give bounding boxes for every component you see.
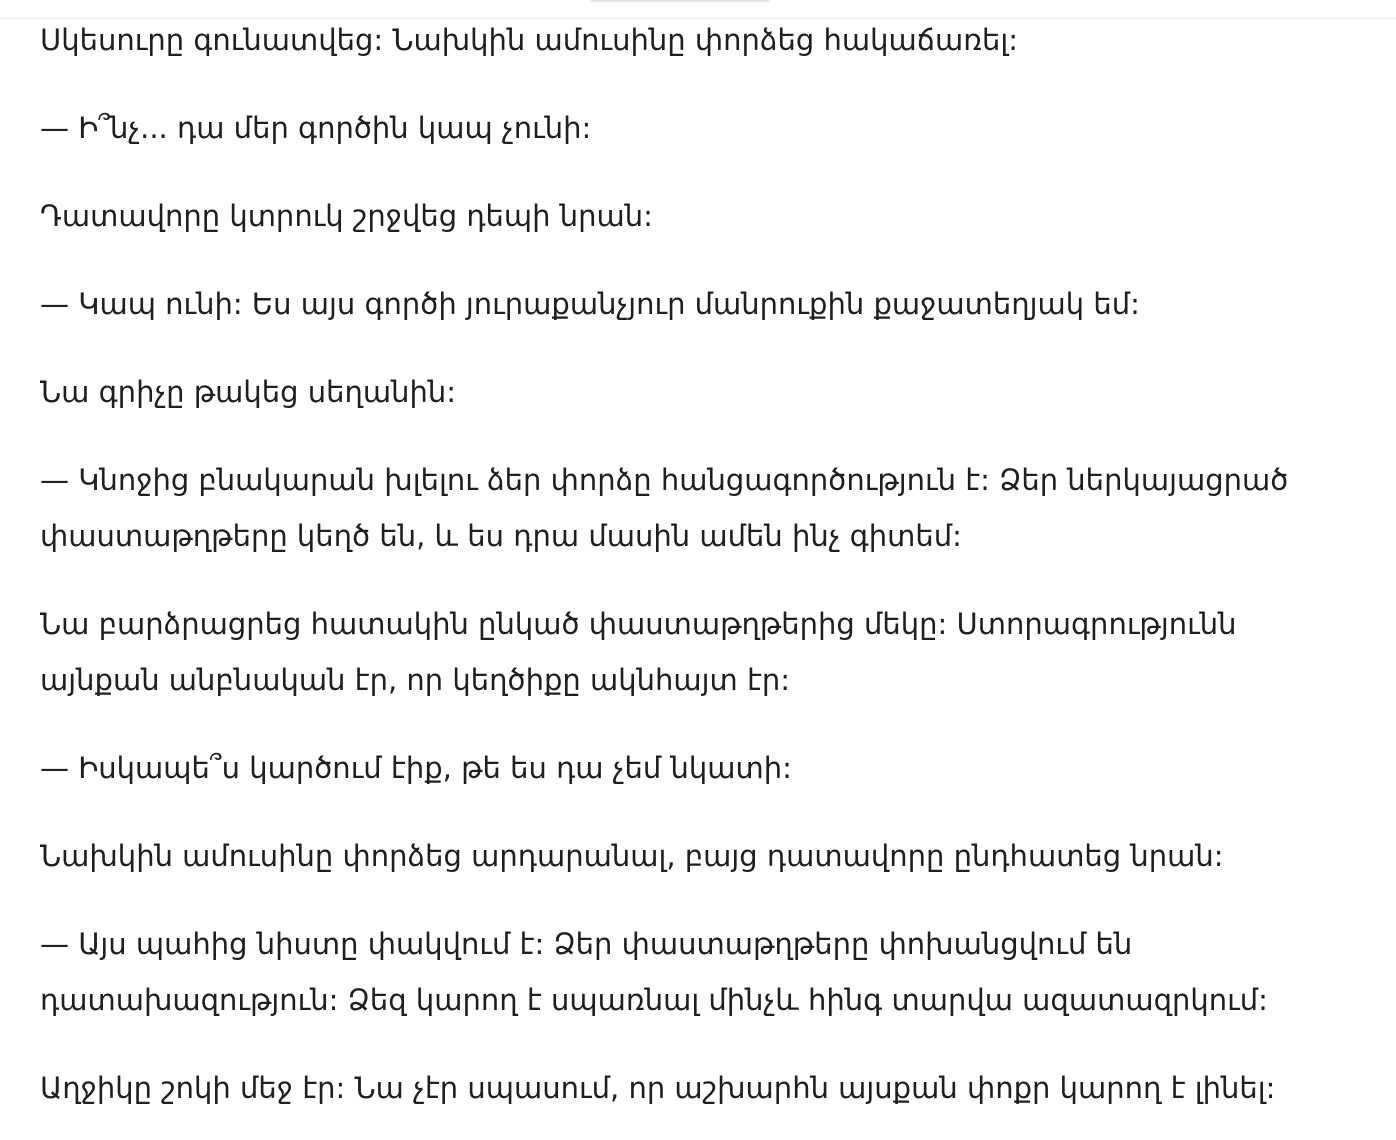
paragraph [40,1060,1275,1116]
paragraph-line: Աղջիկը շոկի մեջ էր: Նա չէր սպասում, որ աշխարհն այսքան փոքր կարող է լինել: [40,1071,1276,1105]
paragraph [40,100,591,156]
paragraph-line: — Ի՞նչ... դա մեր գործին կապ չունի: [40,111,592,145]
paragraph [40,596,1236,708]
paragraph [40,276,1140,332]
paragraph [40,828,1224,884]
paragraph-line: Դատավորը կտրուկ շրջվեց դեպի նրան: [40,199,653,233]
paragraph-line: Նախկին ամուսինը փորձեց արդարանալ, բայց դատավորը ընդհատեց նրան: [40,839,1224,873]
paragraph-line: — Այս պահից նիստը փակվում է: Ձեր փաստաթղթերը փոխանցվում են [40,927,1133,961]
paragraph-line: այնքան անբնական էր, որ կեղծիքը ակնհայտ էր: [40,663,791,697]
paragraph-line: Նա գրիչը թակեց սեղանին: [40,375,457,409]
paragraph [40,452,1288,564]
paragraph-line: փաստաթղթերը կեղծ են, և ես դրա մասին ամեն ինչ գիտեմ: [40,519,962,553]
paragraph-line: — Իսկապե՞ս կարծում էիք, թե ես դա չեմ նկատի: [40,751,792,785]
paragraph-line: դատախազություն: Ձեզ կարող է սպառնալ մինչև հինգ տարվա ազատազրկում: [40,983,1268,1017]
paragraph [40,364,456,420]
paragraph-line: — Կնոջից բնակարան խլելու ձեր փորձը հանցագործություն է: Ձեր ներկայացրած [40,463,1289,497]
paragraph [40,916,1268,1028]
paragraph-line: — Կապ ունի: Ես այս գործի յուրաքանչյուր մանրուքին քաջատեղյակ եմ: [40,287,1140,321]
paragraph-line: Սկեսուրը գունատվեց: Նախկին ամուսինը փորձեց հակաճառել: [40,23,1019,57]
paragraph [40,188,653,244]
paragraph [40,740,792,796]
paragraph [40,12,1018,68]
top-scroll-indicator [590,0,770,2]
paragraph-line: Նա բարձրացրեց հատակին ընկած փաստաթղթերից մեկը: Ստորագրությունն [40,607,1237,641]
